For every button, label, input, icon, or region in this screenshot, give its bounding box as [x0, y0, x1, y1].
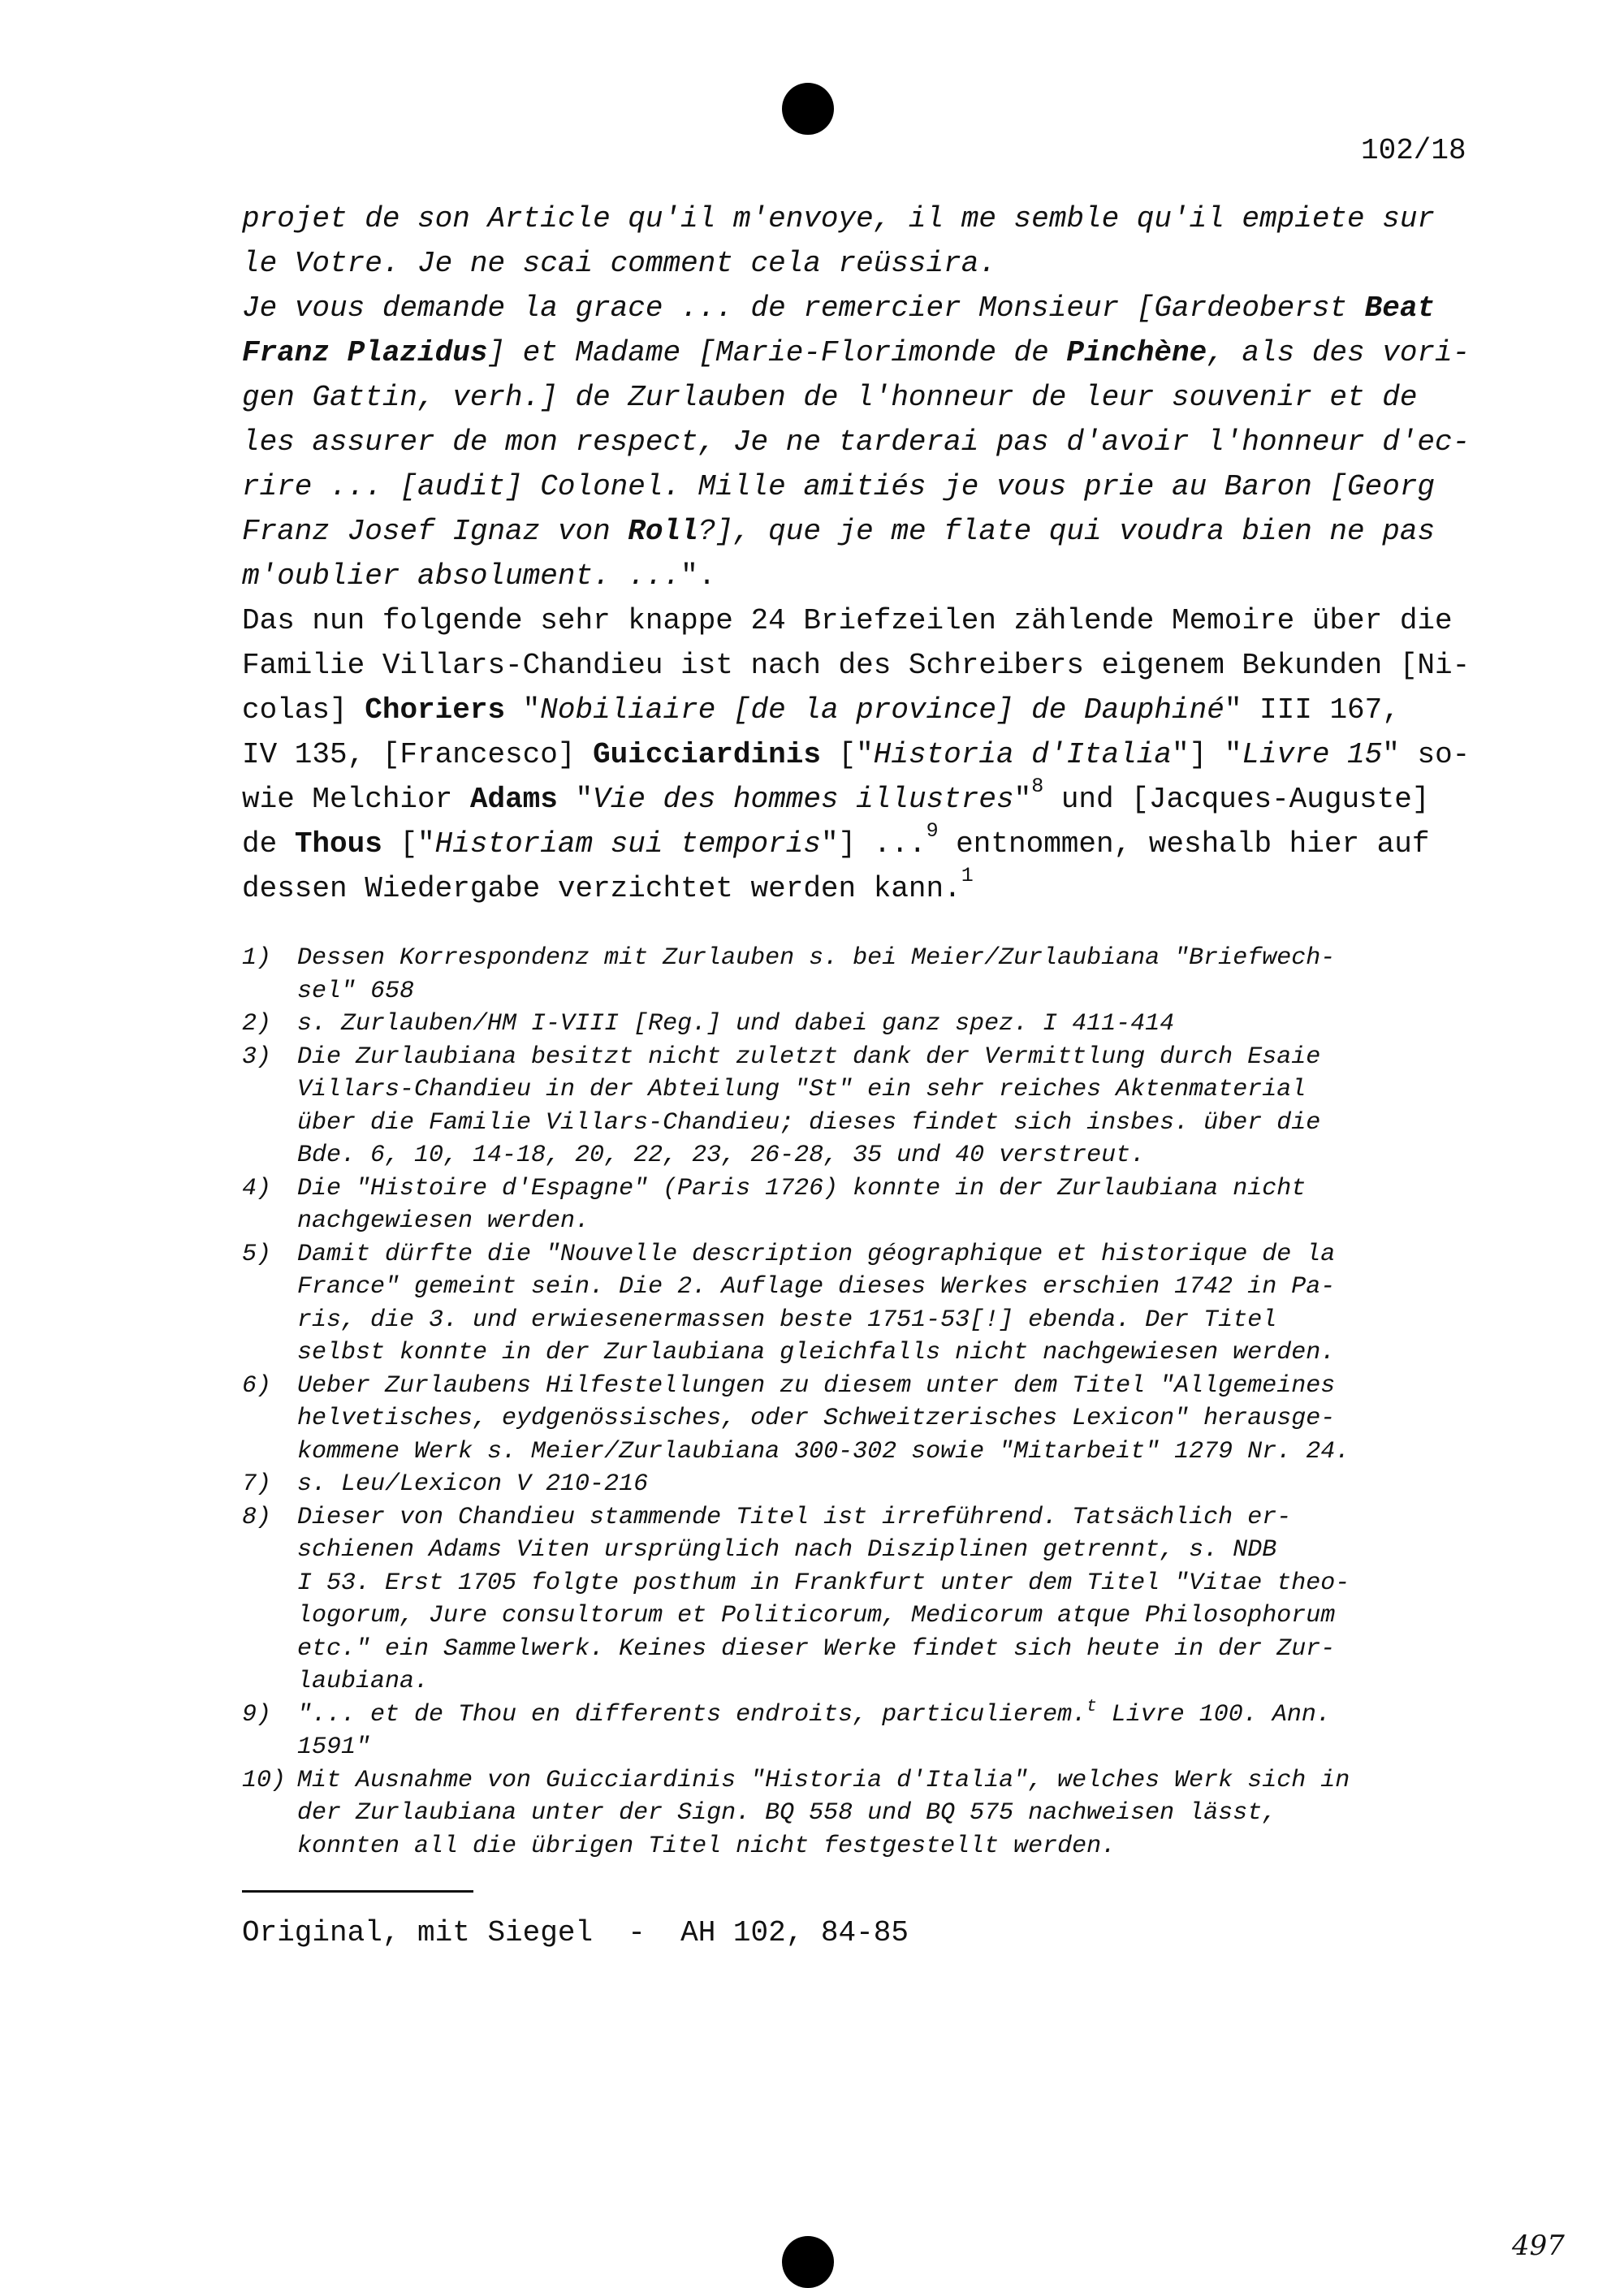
text-line: dessen Wiedergabe verzichtet werden kann.$^1$ — [242, 864, 974, 905]
text-line: IV 135, [Francesco] Guicciardinis ["Historia d'Italia"] "Livre 15" so- — [242, 738, 1471, 771]
name-bold: Franz Plazidus — [242, 336, 488, 369]
footnote: 1) Dessen Korrespondenz mit Zurlauben s. bei Meier/Zurlaubiana "Briefwech- sel" 658 — [242, 944, 1336, 1005]
text-line: Je vous demande la grace ... de remercier Monsieur [Gardeoberst Beat — [242, 291, 1436, 325]
source-line: Original, mit Siegel - AH 102, 84-85 — [242, 1916, 909, 1949]
text-line: Franz Josef Ignaz von Roll?], que je me flate qui voudra bien ne pas — [242, 515, 1436, 548]
footnote: 3) Die Zurlaubiana besitzt nicht zuletzt dank der Vermittlung durch Esaie Villars-Chandieu in der Abteilung "St" ein sehr reiches Aktenmaterial über die Familie Villars-Chandieu; dieses findet sich insbes. über die Bde. 6, 10, 14-18, 20, 22, 23, 26-28, 35 und 40 verstreut. — [242, 1043, 1321, 1169]
name-bold: Choriers — [365, 693, 506, 727]
text-line: Das nun folgende sehr knappe 24 Briefzeilen zählende Memoire über die — [242, 604, 1453, 637]
text-line: rire ... [audit] Colonel. Mille amitiés je vous prie au Baron [Georg — [242, 470, 1436, 503]
name-bold: Beat — [1364, 291, 1436, 325]
footnote: 8) Dieser von Chandieu stammende Titel ist irreführend. Tatsächlich er- schienen Adams Viten ursprünglich nach Disziplinen getrennt, s. NDB I 53. Erst 1705 folgte posthum in Frankfurt unter dem Titel "Vitae theo- logorum, Jure consultorum et Politicorum, Medicorum atque Philosophorum etc." ein Sammelwerk. Keines dieser Werke findet sich heute in der Zur- laubiana. — [242, 1503, 1350, 1695]
name-bold: Guicciardinis — [593, 738, 821, 771]
text-line: projet de son Article qu'il m'envoye, il me semble qu'il empiete sur — [242, 202, 1436, 235]
text-line: les assurer de mon respect, Je ne tarderai pas d'avoir l'honneur d'ec- — [242, 425, 1471, 459]
footnote: 9) "... et de Thou en differents endroits, particulierem.$^t$ Livre 100. Ann. 1591" — [242, 1697, 1331, 1761]
punch-hole-bottom — [782, 2236, 834, 2288]
punch-hole-top — [782, 83, 834, 135]
text-line: Familie Villars-Chandieu ist nach des Schreibers eigenem Bekunden [Ni- — [242, 649, 1471, 682]
text-line: de Thous ["Historiam sui temporis"] ...$^9$ entnommen, weshalb hier auf — [242, 819, 1430, 861]
footnote: 4) Die "Histoire d'Espagne" (Paris 1726) konnte in der Zurlaubiana nicht nachgewiesen werden. — [242, 1174, 1307, 1235]
footnote-ref: 1 — [961, 864, 974, 887]
main-text — [242, 196, 1492, 911]
handwritten-mark: 497 — [1512, 2230, 1565, 2262]
name-bold: Roll — [628, 515, 698, 548]
footnote: 6) Ueber Zurlaubens Hilfestellungen zu diesem unter dem Titel "Allgemeines helvetisches, eydgenössisches, oder Schweitzerisches Lexicon" herausge- kommene Werk s. Meier/Zurlaubiana 300-302 sowie "Mitarbeit" 1279 Nr. 24. — [242, 1371, 1350, 1466]
footnote: 7) s. Leu/Lexicon V 210-216 — [242, 1470, 649, 1498]
text-line: m'oublier absolument. ...". — [242, 559, 716, 593]
separator-rule — [242, 1890, 473, 1893]
footnotes — [242, 942, 1492, 1863]
footnote: 10) Mit Ausnahme von Guicciardinis "Historia d'Italia", welches Werk sich in der Zurlaubiana unter der Sign. BQ 558 und BQ 575 nachweisen lässt, konnten all die übrigen Titel nicht festgestellt werden. — [242, 1766, 1350, 1860]
name-bold: Pinchène — [1066, 336, 1207, 369]
footnote-ref: 9 — [926, 819, 939, 843]
page-number: 102/18 — [1361, 134, 1466, 167]
footnote-ref: 8 — [1031, 775, 1044, 798]
text-line: wie Melchior Adams "Vie des hommes illustres"$^8$ und [Jacques-Auguste] — [242, 775, 1430, 816]
superscript: t — [1086, 1697, 1097, 1716]
footnote: 5) Damit dürfte die "Nouvelle description géographique et historique de la France" gemeint sein. Die 2. Auflage dieses Werkes erschien 1742 in Pa- ris, die 3. und erwiesenermassen beste 1751-53[!] ebenda. Der Titel selbst konnte in der Zurlaubiana gleichfalls nicht nachgewiesen werden. — [242, 1240, 1336, 1366]
text-line: le Votre. Je ne scai comment cela reüssira. — [242, 247, 996, 280]
text-line: colas] Choriers "Nobiliaire [de la province] de Dauphiné" III 167, — [242, 693, 1400, 727]
text-line: gen Gattin, verh.] de Zurlauben de l'honneur de leur souvenir et de — [242, 381, 1418, 414]
text-line: Franz Plazidus] et Madame [Marie-Florimonde de Pinchène, als des vori- — [242, 336, 1471, 369]
name-bold: Adams — [469, 783, 558, 816]
name-bold: Thous — [294, 827, 382, 861]
footnote: 2) s. Zurlauben/HM I-VIII [Reg.] und dabei ganz spez. I 411-414 — [242, 1010, 1175, 1038]
